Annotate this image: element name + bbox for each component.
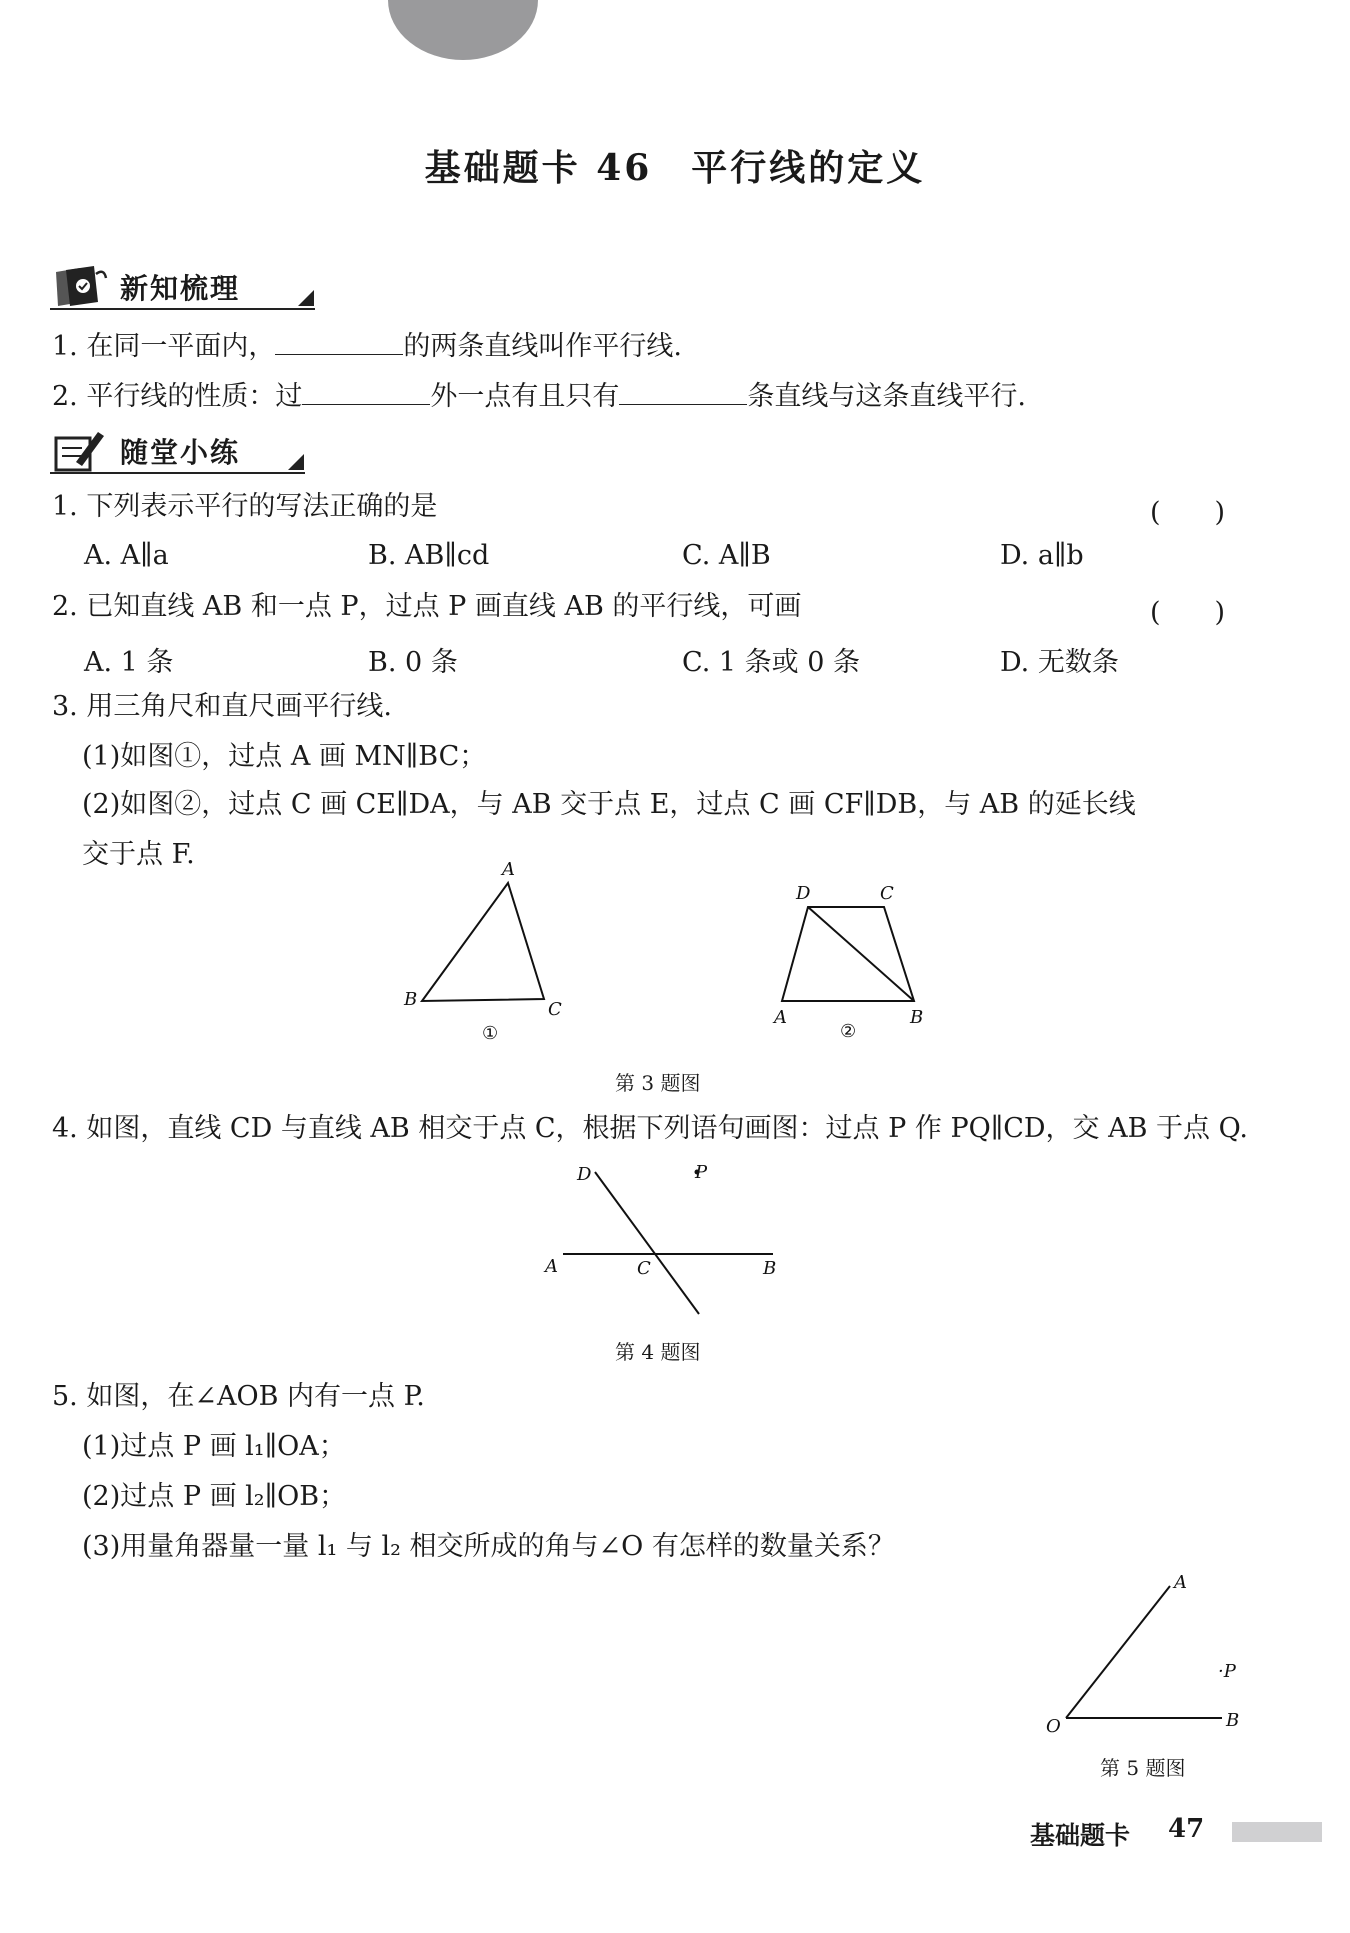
line-cd bbox=[595, 1172, 699, 1314]
knowledge-item-2-pre: 2. 平行线的性质：过 bbox=[52, 381, 303, 412]
footer-label: 基础题卡 bbox=[1030, 1821, 1131, 1850]
point-label-b: B bbox=[763, 1258, 777, 1279]
point-label-c: C bbox=[548, 999, 562, 1020]
figure-number: ① bbox=[482, 1023, 499, 1044]
knowledge-item-2 bbox=[52, 378, 1026, 414]
knowledge-item-1 bbox=[52, 328, 682, 364]
question-3-sub-2: (2)如图②，过点 C 画 CE∥DA，与 AB 交于点 E，过点 C 画 CF∥DB，与 AB 的延长线 bbox=[82, 789, 1136, 820]
section-underline bbox=[50, 308, 315, 310]
ray-oa bbox=[1066, 1586, 1170, 1718]
question-1-option-b[interactable]: B. AB∥cd bbox=[368, 540, 490, 571]
section-label: 新知梳理 bbox=[120, 272, 241, 305]
section-triangle-icon bbox=[288, 454, 304, 470]
figure-number: ② bbox=[840, 1021, 857, 1042]
point-label-b: B bbox=[404, 989, 418, 1010]
triangle-abc bbox=[422, 883, 544, 1001]
section-label: 随堂小练 bbox=[120, 436, 241, 469]
question-3-sub-1: (1)如图①，过点 A 画 MN∥BC； bbox=[82, 741, 487, 772]
section-triangle-icon bbox=[298, 290, 314, 306]
page-tab-decoration bbox=[388, 0, 538, 60]
question-3-stem: 3. 用三角尺和直尺画平行线. bbox=[52, 691, 392, 722]
figure-3-caption: 第 3 题图 bbox=[615, 1071, 701, 1095]
question-5-stem: 5. 如图，在∠AOB 内有一点 P. bbox=[52, 1381, 425, 1412]
section-header-practice bbox=[50, 426, 305, 476]
point-label-b: B bbox=[910, 1007, 924, 1028]
knowledge-item-2-mid: 外一点有且只有 bbox=[430, 381, 620, 412]
question-5-sub-2: (2)过点 P 画 l₂∥OB； bbox=[82, 1481, 347, 1512]
answer-paren[interactable]: ( ) bbox=[1150, 497, 1226, 528]
answer-blank[interactable] bbox=[275, 328, 403, 355]
figure-3-1-triangle bbox=[390, 855, 590, 1055]
question-2-option-b[interactable]: B. 0 条 bbox=[368, 647, 458, 678]
point-label-d: D bbox=[796, 883, 811, 904]
point-label-c: C bbox=[880, 883, 894, 904]
point-label-a: A bbox=[774, 1007, 787, 1028]
question-1-stem: 1. 下列表示平行的写法正确的是 bbox=[52, 491, 438, 522]
question-2-option-d[interactable]: D. 无数条 bbox=[1000, 647, 1119, 678]
question-2-option-a[interactable]: A. 1 条 bbox=[84, 647, 174, 678]
knowledge-item-2-post: 条直线与这条直线平行. bbox=[747, 381, 1026, 412]
page-title: 基础题卡 46 平行线的定义 bbox=[424, 147, 926, 189]
answer-paren[interactable]: ( ) bbox=[1150, 597, 1226, 628]
footer-decoration-bar bbox=[1232, 1822, 1322, 1842]
notebook-pen-icon bbox=[50, 426, 110, 476]
point-label-o: O bbox=[1046, 1716, 1061, 1737]
answer-blank[interactable] bbox=[619, 378, 747, 405]
point-label-a: A bbox=[502, 859, 515, 880]
section-header-new-knowledge bbox=[50, 262, 315, 312]
cards-icon bbox=[50, 262, 110, 312]
figure-5-caption: 第 5 题图 bbox=[1100, 1756, 1186, 1780]
question-1-option-c[interactable]: C. A∥B bbox=[682, 540, 771, 571]
point-label-b: B bbox=[1226, 1710, 1240, 1731]
point-label-a: A bbox=[545, 1256, 558, 1277]
point-label-a: A bbox=[1174, 1572, 1187, 1593]
point-label-c: C bbox=[637, 1258, 651, 1279]
question-2-stem: 2. 已知直线 AB 和一点 P，过点 P 画直线 AB 的平行线，可画 bbox=[52, 591, 802, 622]
figure-5-angle bbox=[1030, 1570, 1260, 1740]
figure-4-caption: 第 4 题图 bbox=[615, 1340, 701, 1364]
figure-4-lines bbox=[535, 1150, 795, 1320]
knowledge-item-1-pre: 1. 在同一平面内， bbox=[52, 331, 276, 362]
figure-3-2-trapezoid bbox=[760, 875, 960, 1055]
question-1-option-a[interactable]: A. A∥a bbox=[84, 540, 169, 571]
point-label-p: ·P bbox=[1218, 1661, 1236, 1682]
knowledge-item-1-post: 的两条直线叫作平行线. bbox=[403, 331, 682, 362]
section-underline bbox=[50, 472, 305, 474]
trapezoid-abcd bbox=[782, 907, 914, 1001]
question-2-option-c[interactable]: C. 1 条或 0 条 bbox=[682, 647, 860, 678]
answer-blank[interactable] bbox=[302, 378, 430, 405]
question-3-sub-2-cont: 交于点 F. bbox=[82, 839, 195, 870]
point-label-p: P bbox=[695, 1162, 708, 1183]
page-number: 47 bbox=[1168, 1814, 1205, 1844]
point-label-d: D bbox=[577, 1164, 592, 1185]
question-4-stem: 4. 如图，直线 CD 与直线 AB 相交于点 C，根据下列语句画图：过点 P 作 PQ∥CD，交 AB 于点 Q. bbox=[52, 1113, 1249, 1144]
question-1-option-d[interactable]: D. a∥b bbox=[1000, 540, 1084, 571]
question-5-sub-3: (3)用量角器量一量 l₁ 与 l₂ 相交所成的角与∠O 有怎样的数量关系？ bbox=[82, 1531, 895, 1562]
question-5-sub-1: (1)过点 P 画 l₁∥OA； bbox=[82, 1431, 346, 1462]
